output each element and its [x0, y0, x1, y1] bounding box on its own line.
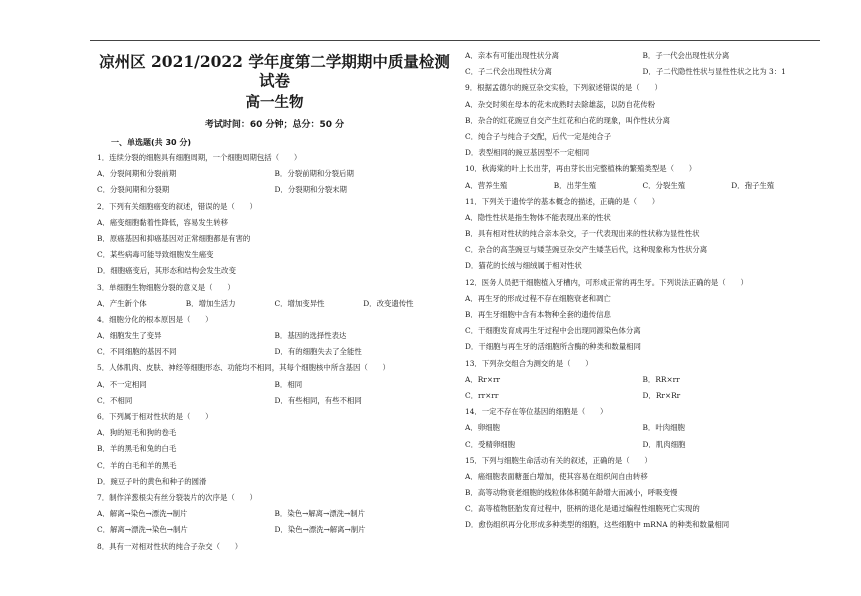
question-item	[97, 360, 452, 409]
answer-option: B．染色→解离→漂洗→制片	[274, 509, 366, 519]
answer-option: A．杂交时须在母本的花未成熟时去除雄蕊，以防自花传粉	[465, 99, 656, 109]
option-row	[465, 388, 820, 404]
question-item	[97, 280, 452, 312]
question-stem: 13．下列杂交组合为测交的是（ ）	[465, 358, 593, 368]
answer-option: D．有的细胞失去了全能性	[274, 347, 362, 357]
answer-option: D．有些相同，有些不相同	[274, 395, 362, 405]
option-row	[97, 182, 452, 198]
right-column	[465, 48, 820, 534]
answer-option: D．豌豆子叶的黄色和种子的圆滑	[97, 476, 207, 486]
option-row	[465, 420, 820, 436]
question-stem: 1．连续分裂的细胞具有细胞周期，一个细胞周期包括（ ）	[97, 153, 302, 162]
question-item	[465, 48, 820, 80]
answer-option: C．不相同	[97, 395, 133, 405]
answer-option: B．分裂前期和分裂后期	[274, 169, 354, 179]
question-item	[465, 356, 820, 405]
answer-option: A．卵细胞	[465, 423, 500, 433]
exam-info: 考试时间：60 分钟；总分：50 分	[204, 120, 345, 130]
question-item	[97, 150, 452, 199]
option-row	[465, 372, 820, 388]
option-row	[465, 48, 820, 64]
answer-option: C．羊的白毛和羊的黑毛	[97, 460, 177, 470]
question-item	[465, 80, 820, 161]
answer-option: B．增加生活力	[185, 298, 236, 308]
answer-option: C．纯合子与纯合子交配，后代一定是纯合子	[465, 131, 612, 141]
question-stem: 14．一定不存在等位基因的细胞是（ ）	[465, 407, 608, 417]
option-row	[97, 344, 452, 360]
question-stem: 2．下列有关细胞癌变的叙述，错误的是（ ）	[97, 201, 257, 211]
left-column	[97, 48, 452, 555]
answer-option: D．子二代隐性性状与显性性状之比为 3：1	[642, 67, 786, 77]
answer-option: B．子一代会出现性状分离	[642, 51, 730, 60]
answer-option: A．癌变细胞黏着性降低，容易发生转移	[97, 217, 228, 227]
answer-option: B．叶肉细胞	[642, 423, 685, 433]
answer-option: C．干细胞发育成再生牙过程中会出现同源染色体分离	[465, 326, 641, 336]
question-stem: 3．单细胞生物细胞分裂的意义是（ ）	[97, 282, 235, 292]
option-row	[465, 178, 820, 194]
answer-option: A．再生牙的形成过程不存在细胞衰老和凋亡	[465, 293, 611, 303]
question-stem: 8．具有一对相对性状的纯合子杂交（ ）	[97, 541, 243, 551]
answer-option: A．隐性性状是指生物体不能表现出来的性状	[465, 212, 611, 222]
answer-option: C．rr×rr	[465, 390, 499, 400]
answer-option: C．分裂间期和分裂期	[97, 185, 170, 195]
question-stem: 5．人体肌肉、皮肤、神经等细胞形态、功能均不相同，其每个细胞核中所含基因（ ）	[97, 363, 390, 373]
option-row	[97, 328, 452, 344]
question-item	[465, 194, 820, 275]
question-stem: 10．秋海棠的叶上长出芽，再由芽长出完整植株的繁殖类型是（ ）	[465, 164, 697, 174]
option-row	[465, 437, 820, 453]
answer-option: A．不一定相同	[97, 379, 147, 389]
answer-option: D．干细胞与再生牙的活细胞所含酶的种类和数量相同	[465, 342, 641, 352]
answer-option: B．原癌基因和抑癌基因对正常细胞都是有害的	[97, 233, 251, 243]
option-row	[97, 393, 452, 409]
question-item	[97, 409, 452, 490]
answer-option: B．杂合的红花豌豆自交产生红花和白花的现象，叫作性状分离	[465, 115, 670, 125]
option-row	[97, 166, 452, 182]
top-rule	[90, 40, 820, 41]
answer-option: B．羊的黑毛和兔的白毛	[97, 444, 177, 454]
answer-option: D．孢子生殖	[731, 180, 775, 190]
option-row	[97, 377, 452, 393]
answer-option: C．受精卵细胞	[465, 439, 515, 449]
question-stem: 15．下列与细胞生命活动有关的叙述，正确的是（ ）	[465, 455, 652, 465]
question-stem: 4．细胞分化的根本原因是（ ）	[97, 314, 213, 324]
answer-option: C．增加变异性	[274, 298, 325, 308]
answer-option: B．相同	[274, 379, 303, 389]
answer-option: B．基因的选择性表达	[274, 331, 347, 341]
exam-title: 凉州区 2021/2022 学年度第二学期期中质量检测试卷	[99, 52, 450, 90]
question-item	[97, 539, 452, 555]
question-item	[465, 161, 820, 193]
answer-option: A．营养生殖	[465, 180, 508, 190]
answer-option: A．狗的短毛和狗的卷毛	[97, 428, 177, 438]
question-item	[465, 453, 820, 534]
answer-option: C．解离→漂洗→染色→制片	[97, 525, 188, 535]
option-row	[97, 296, 452, 312]
question-stem: 11．下列关于遗传学的基本概念的描述，正确的是（ ）	[465, 196, 660, 206]
answer-option: A．解离→染色→漂洗→制片	[97, 509, 188, 519]
question-item	[465, 404, 820, 453]
answer-option: D．染色→漂洗→解离→制片	[274, 525, 366, 535]
answer-option: B．RR×rr	[642, 374, 680, 384]
exam-subtitle: 高一生物	[245, 94, 304, 111]
answer-option: C．某些病毒可能导致细胞发生癌变	[97, 250, 214, 260]
answer-option: D．分裂期和分裂末期	[274, 185, 347, 195]
answer-option: D．表型相同的豌豆基因型不一定相同	[465, 148, 590, 158]
answer-option: D．猫花的长绒与细绒属于相对性状	[465, 261, 582, 271]
option-row	[97, 522, 452, 538]
answer-option: D．愈伤组织再分化形成多种类型的细胞，这些细胞中 mRNA 的种类和数量相同	[465, 520, 730, 530]
answer-option: D．细胞癌变后，其形态和结构会发生改变	[97, 266, 236, 276]
answer-option: B．再生牙细胞中含有本物种全套的遗传信息	[465, 310, 611, 319]
question-item	[465, 275, 820, 356]
question-list-left	[97, 150, 452, 555]
answer-option: C．不同细胞的基因不同	[97, 347, 177, 357]
question-stem: 7．制作洋葱根尖有丝分裂装片的次序是（ ）	[97, 492, 257, 502]
question-item	[97, 199, 452, 280]
answer-option: B．具有相对性状的纯合亲本杂交，子一代表现出来的性状称为显性性状	[465, 229, 700, 239]
answer-option: C．杂合的高茎豌豆与矮茎豌豆杂交产生矮茎后代，这种现象称为性状分离	[465, 245, 708, 255]
answer-option: D．改变遗传性	[363, 298, 414, 308]
question-stem: 9．根据孟德尔的豌豆杂交实验，下列叙述错误的是（ ）	[465, 83, 662, 93]
answer-option: A．亲本有可能出现性状分离	[465, 51, 560, 60]
option-row	[97, 506, 452, 522]
answer-option: A．Rr×rr	[465, 374, 501, 384]
answer-option: A．产生新个体	[97, 298, 147, 308]
option-row	[465, 64, 820, 80]
question-stem: 6．下列属于相对性状的是（ ）	[97, 412, 213, 421]
answer-option: A．分裂间期和分裂前期	[97, 169, 177, 179]
question-list-right	[465, 48, 820, 534]
answer-option: D．肌肉细胞	[642, 439, 686, 449]
answer-option: B．出芽生殖	[553, 180, 597, 190]
answer-option: C．高等植物胚胎发育过程中，胚柄的退化是通过编程性细胞死亡实现的	[465, 504, 700, 514]
question-stem: 12．医务人员把干细胞植入牙槽内，可形成正常的再生牙。下列说法正确的是（ ）	[465, 277, 748, 287]
section-title: 一、单选题(共 30 分)	[111, 138, 192, 147]
question-item	[97, 312, 452, 361]
answer-option: B．高等动物衰老细胞的线粒体体积随年龄增大而减小，呼吸变慢	[465, 488, 678, 498]
question-item	[97, 490, 452, 539]
answer-option: C．分裂生殖	[642, 180, 686, 190]
answer-option: D．Rr×Rr	[642, 390, 681, 400]
answer-option: C．子二代会出现性状分离	[465, 67, 552, 77]
answer-option: A．癌细胞表面糖蛋白增加，使其容易在组织间自由转移	[465, 471, 648, 481]
answer-option: A．细胞发生了变异	[97, 331, 162, 341]
